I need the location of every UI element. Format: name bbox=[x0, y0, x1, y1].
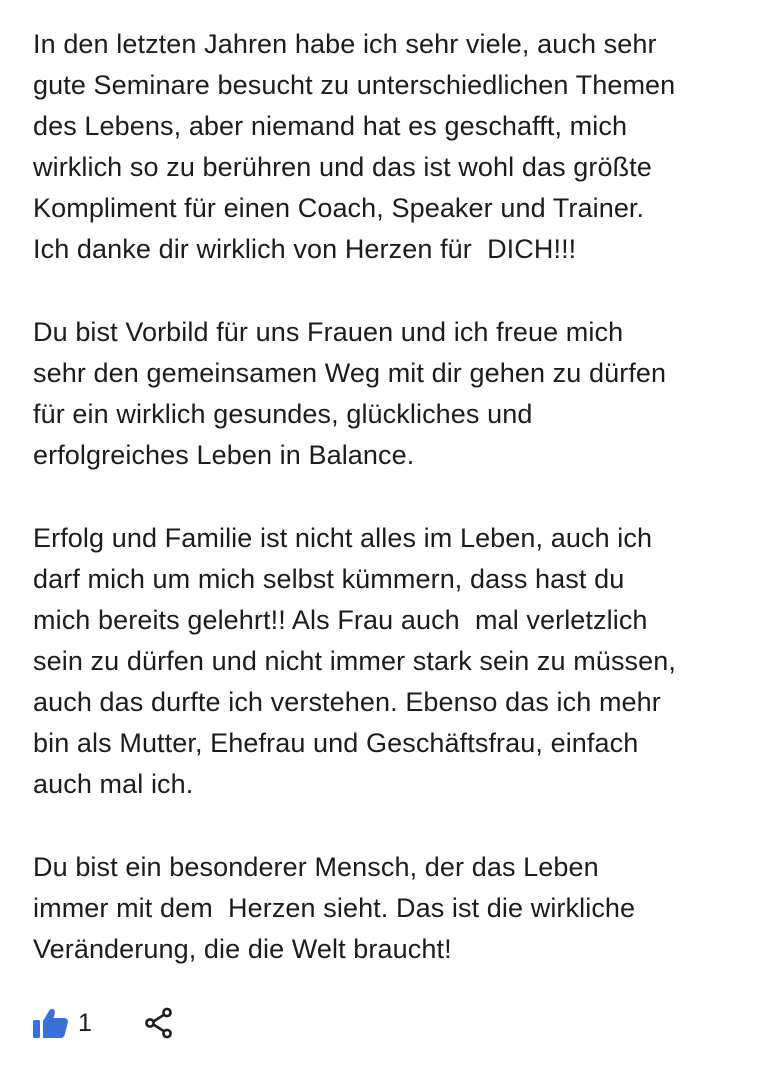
text-line: Ich danke dir wirklich von Herzen für DICH!!! bbox=[33, 234, 577, 264]
text-line: gute Seminare besucht zu unterschiedlichen Themen bbox=[33, 70, 676, 100]
share-icon bbox=[144, 1007, 174, 1039]
text-line: des Lebens, aber niemand hat es geschafft, mich bbox=[33, 111, 628, 141]
like-count: 1 bbox=[78, 1008, 92, 1037]
text-line: sehr den gemeinsamen Weg mit dir gehen zu dürfen bbox=[33, 358, 667, 388]
text-line: darf mich um mich selbst kümmern, dass hast du bbox=[33, 564, 625, 594]
text-line: Veränderung, die die Welt braucht! bbox=[33, 934, 452, 964]
paragraph-1 bbox=[33, 24, 733, 270]
text-line: Du bist Vorbild für uns Frauen und ich freue mich bbox=[33, 317, 624, 347]
thumbs-up-icon bbox=[33, 1007, 69, 1039]
text-line: auch das durfte ich verstehen. Ebenso das ich mehr bbox=[33, 687, 661, 717]
text-line: Du bist ein besonderer Mensch, der das Leben bbox=[33, 852, 599, 882]
text-line: Erfolg und Familie ist nicht alles im Leben, auch ich bbox=[33, 523, 653, 553]
paragraph-3 bbox=[33, 518, 733, 805]
text-line: bin als Mutter, Ehefrau und Geschäftsfrau, einfach bbox=[33, 728, 639, 758]
post-body bbox=[33, 24, 733, 1012]
like-button[interactable] bbox=[33, 1007, 92, 1039]
paragraph-4 bbox=[33, 847, 733, 970]
text-line: auch mal ich. bbox=[33, 769, 194, 799]
text-line: immer mit dem Herzen sieht. Das ist die wirkliche bbox=[33, 893, 636, 923]
text-line: erfolgreiches Leben in Balance. bbox=[33, 440, 415, 470]
text-line: sein zu dürfen und nicht immer stark sein zu müssen, bbox=[33, 646, 676, 676]
paragraph-2 bbox=[33, 312, 733, 476]
text-line: In den letzten Jahren habe ich sehr viele, auch sehr bbox=[33, 29, 657, 59]
text-line: Kompliment für einen Coach, Speaker und Trainer. bbox=[33, 193, 645, 223]
text-line: mich bereits gelehrt!! Als Frau auch mal verletzlich bbox=[33, 605, 648, 635]
action-bar bbox=[33, 1003, 174, 1043]
text-line: wirklich so zu berühren und das ist wohl das größte bbox=[33, 152, 652, 182]
text-line: für ein wirklich gesundes, glückliches und bbox=[33, 399, 533, 429]
share-button[interactable] bbox=[144, 1007, 174, 1039]
